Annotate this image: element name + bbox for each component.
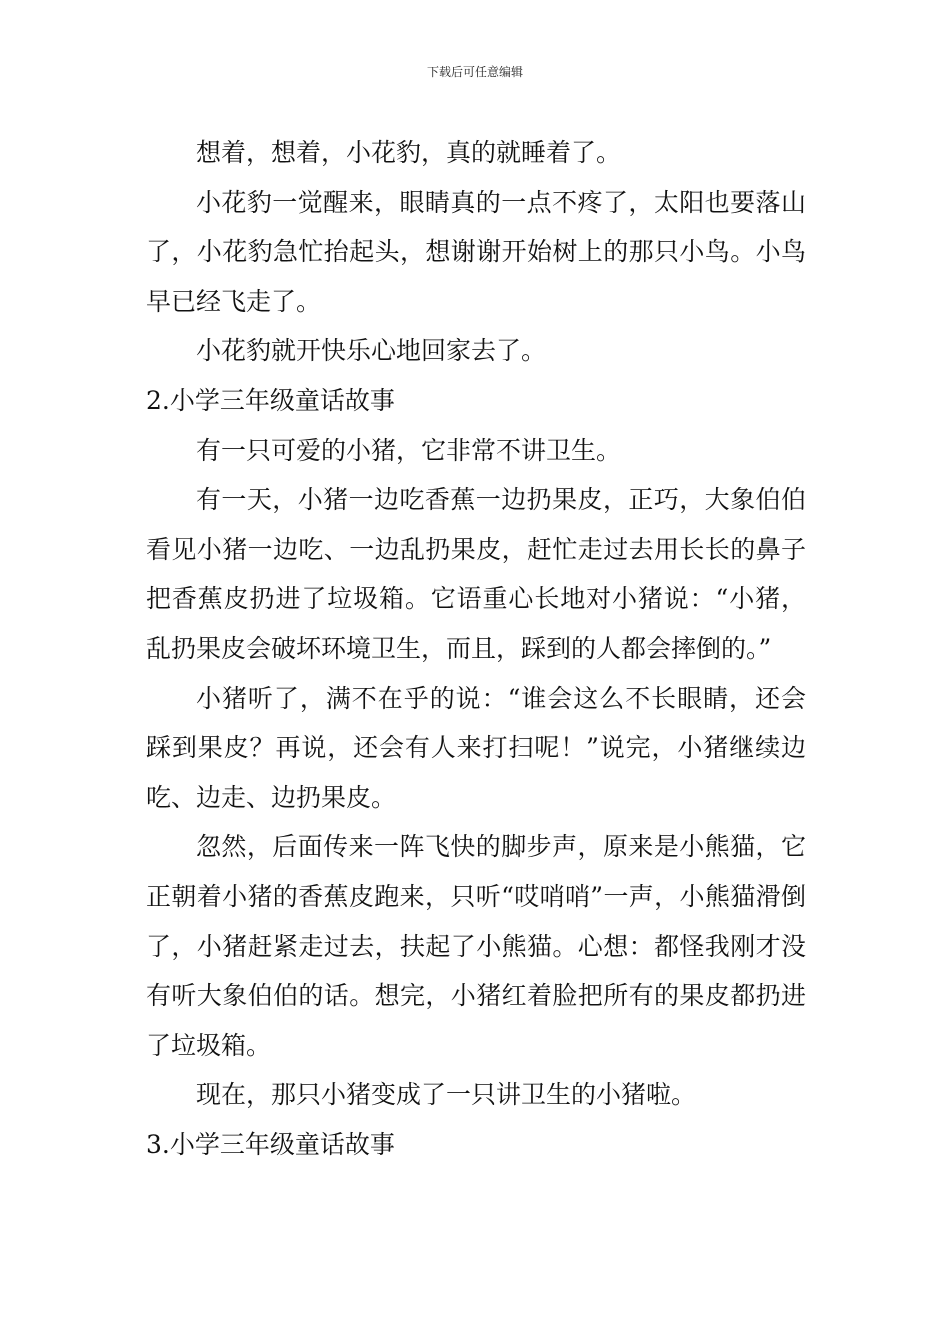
paragraph: 想着，想着，小花豹，真的就睡着了。 (196, 138, 622, 167)
paragraph: 现在，那只小猪变成了一只讲卫生的小猪啦。 (196, 1080, 697, 1110)
paragraph: 有一天，小猪一边吃香蕉一边扔果皮，正巧，大象伯伯看见小猪一边吃、一边乱扔果皮，赶忙走过去用长长的鼻子把香蕉皮扔进了垃圾箱。它语重心长地对小猪说：“小猪，乱扔果皮会破坏环境卫生，而且，踩到的人都会摔倒的。” (146, 485, 806, 663)
section-heading: 3.小学三年级童话故事 (146, 1129, 395, 1159)
document-body (146, 128, 806, 1169)
paragraph: 小猪听了，满不在乎的说：“谁会这么不长眼睛，还会踩到果皮？再说，还会有人来打扫呢！”说完，小猪继续边吃、边走、边扔果皮。 (146, 683, 806, 812)
paragraph: 忽然，后面传来一阵飞快的脚步声，原来是小熊猫，它正朝着小猪的香蕉皮跑来，只听“哎哨哨”一声，小熊猫滑倒了，小猪赶紧走过去，扶起了小熊猫。心想：都怪我刚才没有听大象伯伯的话。想完，小猪红着脸把所有的果皮都扔进了垃圾箱。 (146, 832, 806, 1060)
section-heading: 2.小学三年级童话故事 (146, 385, 395, 415)
paragraph: 有一只可爱的小猪，它非常不讲卫生。 (196, 435, 622, 465)
paragraph: 小花豹一觉醒来，眼睛真的一点不疼了，太阳也要落山了，小花豹急忙抬起头，想谢谢开始树上的那只小鸟。小鸟早已经飞走了。 (146, 187, 806, 316)
paragraph: 小花豹就开快乐心地回家去了。 (196, 336, 547, 366)
page-header: 下载后可任意编辑 (426, 65, 523, 79)
